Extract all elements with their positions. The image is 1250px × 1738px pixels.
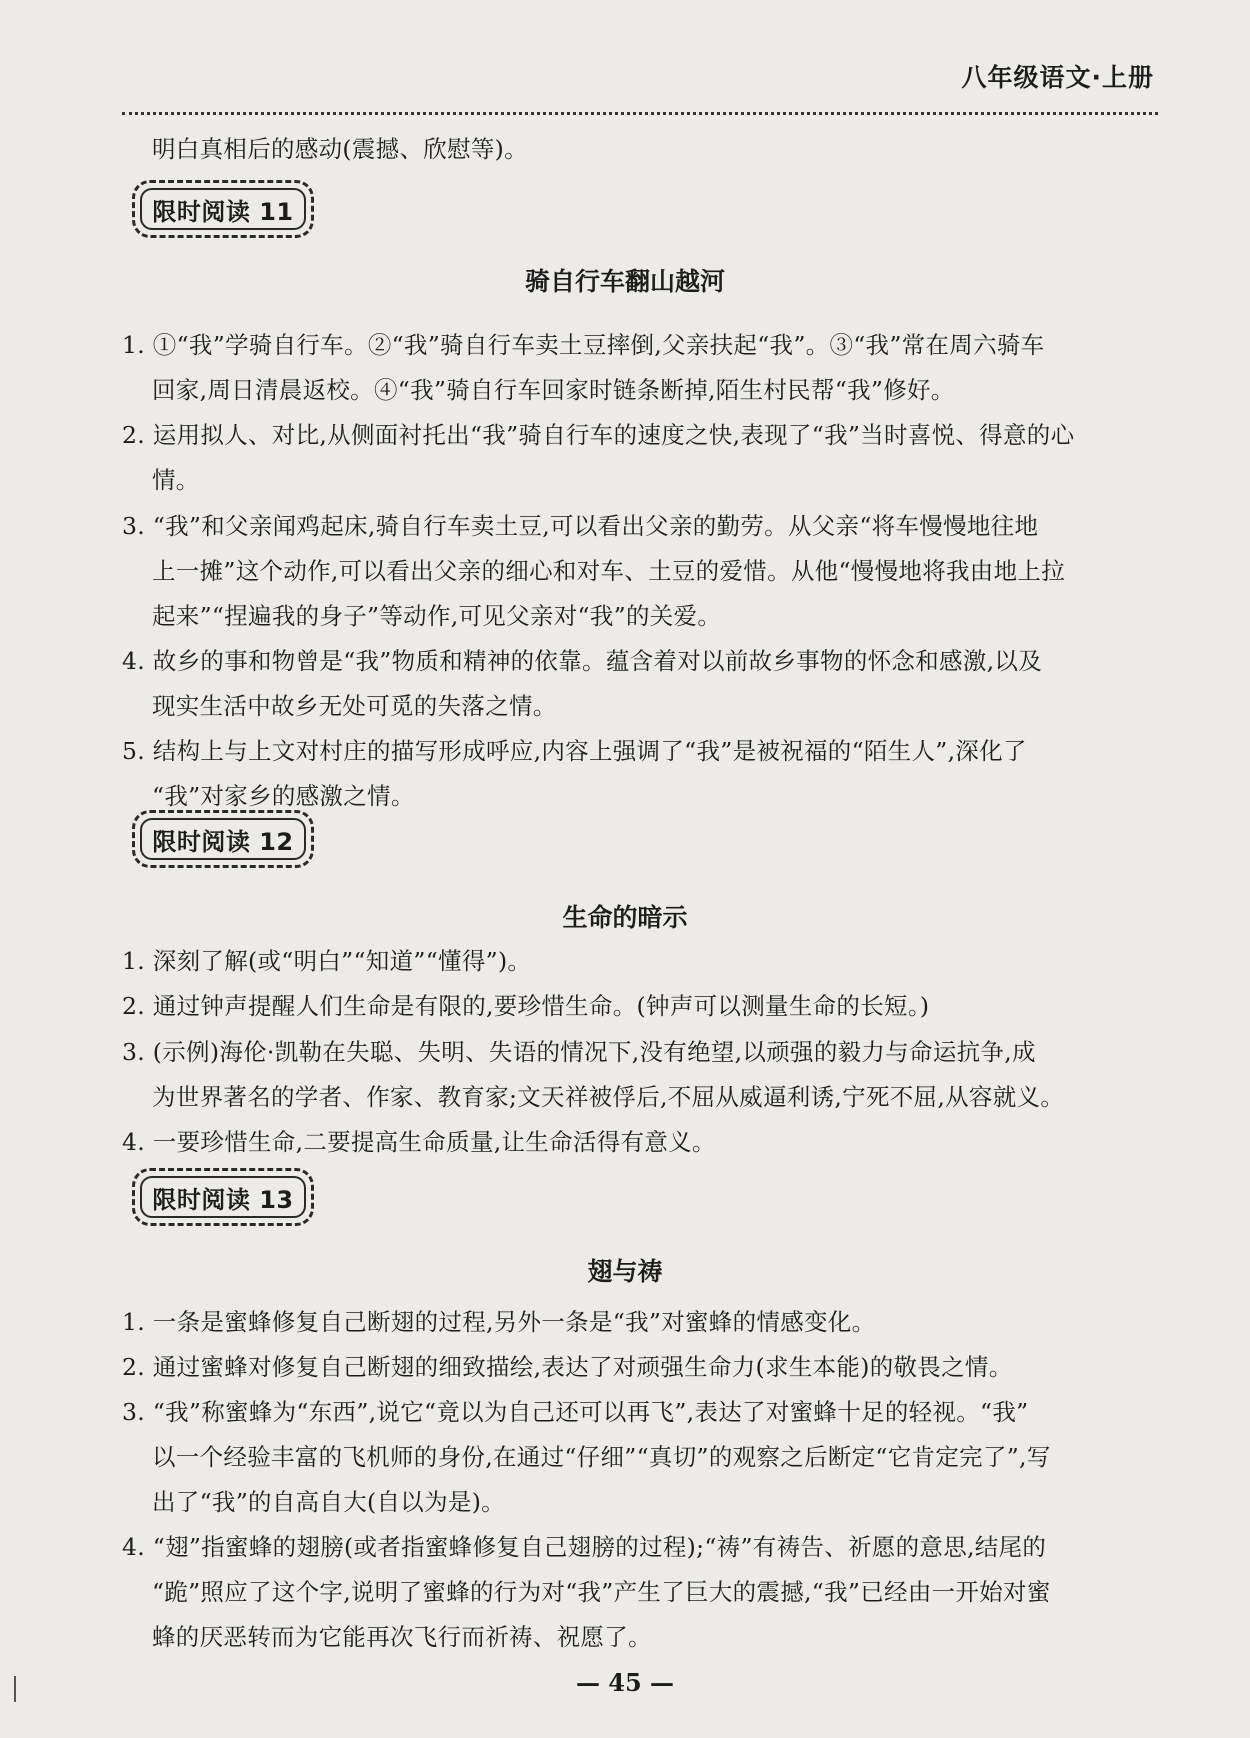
section-badge-13 <box>132 1168 314 1226</box>
answer-line: 为世界著名的学者、作家、教育家;文天祥被俘后,不屈从威逼利诱,宁死不屈,从容就义。 <box>152 1083 1065 1111</box>
section-badge-12 <box>132 810 314 868</box>
answer-line: “跪”照应了这个字,说明了蜜蜂的行为对“我”产生了巨大的震撼,“我”已经由一开始对蜜 <box>152 1578 1051 1606</box>
section-badge-label: 限时阅读 12 <box>152 827 294 856</box>
section-badge-label: 限时阅读 13 <box>152 1185 294 1214</box>
page-number: — 45 — <box>575 1668 675 1697</box>
answer-line: 情。 <box>152 466 200 494</box>
answer-line: 出了“我”的自高自大(自以为是)。 <box>152 1488 505 1516</box>
answer-line: 现实生活中故乡无处可觅的失落之情。 <box>152 692 557 720</box>
answer-line: 5. 结构上与上文对村庄的描写形成呼应,内容上强调了“我”是被祝福的“陌生人”,深化了 <box>122 737 1027 765</box>
answer-line: 蜂的厌恶转而为它能再次飞行而祈祷、祝愿了。 <box>152 1623 652 1651</box>
section-badge-label: 限时阅读 11 <box>152 197 294 226</box>
answer-line: 4. “翅”指蜜蜂的翅膀(或者指蜜蜂修复自己翅膀的过程);“祷”有祷告、祈愿的意思,结尾的 <box>122 1533 1047 1561</box>
answer-line: 上一摊”这个动作,可以看出父亲的细心和对车、土豆的爱惜。从他“慢慢地将我由地上拉 <box>152 557 1065 585</box>
margin-mark <box>14 1676 16 1702</box>
answer-line: 4. 故乡的事和物曾是“我”物质和精神的依靠。蕴含着对以前故乡事物的怀念和感激,以及 <box>122 647 1042 675</box>
section-badge-11 <box>132 180 314 238</box>
section-title-12: 生命的暗示 <box>562 903 688 932</box>
answer-line: 2. 运用拟人、对比,从侧面衬托出“我”骑自行车的速度之快,表现了“我”当时喜悦、得意的心 <box>122 421 1075 449</box>
answer-line: 以一个经验丰富的飞机师的身份,在通过“仔细”“真切”的观察之后断定“它肯定完了”,写 <box>152 1443 1051 1471</box>
answer-line: 4. 一要珍惜生命,二要提高生命质量,让生命活得有意义。 <box>122 1128 716 1156</box>
answer-line: 3. (示例)海伦·凯勒在失聪、失明、失语的情况下,没有绝望,以顽强的毅力与命运抗争,成 <box>122 1038 1036 1066</box>
answer-line: 3. “我”称蜜蜂为“东西”,说它“竟以为自己还可以再飞”,表达了对蜜蜂十足的轻视。“我” <box>122 1398 1029 1426</box>
answer-line: 2. 通过钟声提醒人们生命是有限的,要珍惜生命。(钟声可以测量生命的长短。) <box>122 992 930 1020</box>
section-title-13: 翅与祷 <box>587 1257 663 1286</box>
answer-line: 1. 一条是蜜蜂修复自己断翅的过程,另外一条是“我”对蜜蜂的情感变化。 <box>122 1308 876 1336</box>
answer-line: 1. 深刻了解(或“明白”“知道”“懂得”)。 <box>122 947 532 975</box>
answer-line: “我”对家乡的感激之情。 <box>152 782 415 810</box>
book-title: 八年级语文·上册 <box>961 63 1154 92</box>
answer-line: 3. “我”和父亲闻鸡起床,骑自行车卖土豆,可以看出父亲的勤劳。从父亲“将车慢慢地往地 <box>122 512 1039 540</box>
answer-line: 2. 通过蜜蜂对修复自己断翅的细致描绘,表达了对顽强生命力(求生本能)的敬畏之情。 <box>122 1353 1013 1381</box>
header-divider <box>122 112 1158 115</box>
intro-line: 明白真相后的感动(震撼、欣慰等)。 <box>152 135 528 163</box>
answer-line: 1. ①“我”学骑自行车。②“我”骑自行车卖土豆摔倒,父亲扶起“我”。③“我”常在周六骑车 <box>122 331 1045 359</box>
answer-line: 起来”“捏遍我的身子”等动作,可见父亲对“我”的关爱。 <box>152 602 722 630</box>
answer-line: 回家,周日清晨返校。④“我”骑自行车回家时链条断掉,陌生村民帮“我”修好。 <box>152 376 955 404</box>
section-title-11: 骑自行车翻山越河 <box>524 267 725 296</box>
